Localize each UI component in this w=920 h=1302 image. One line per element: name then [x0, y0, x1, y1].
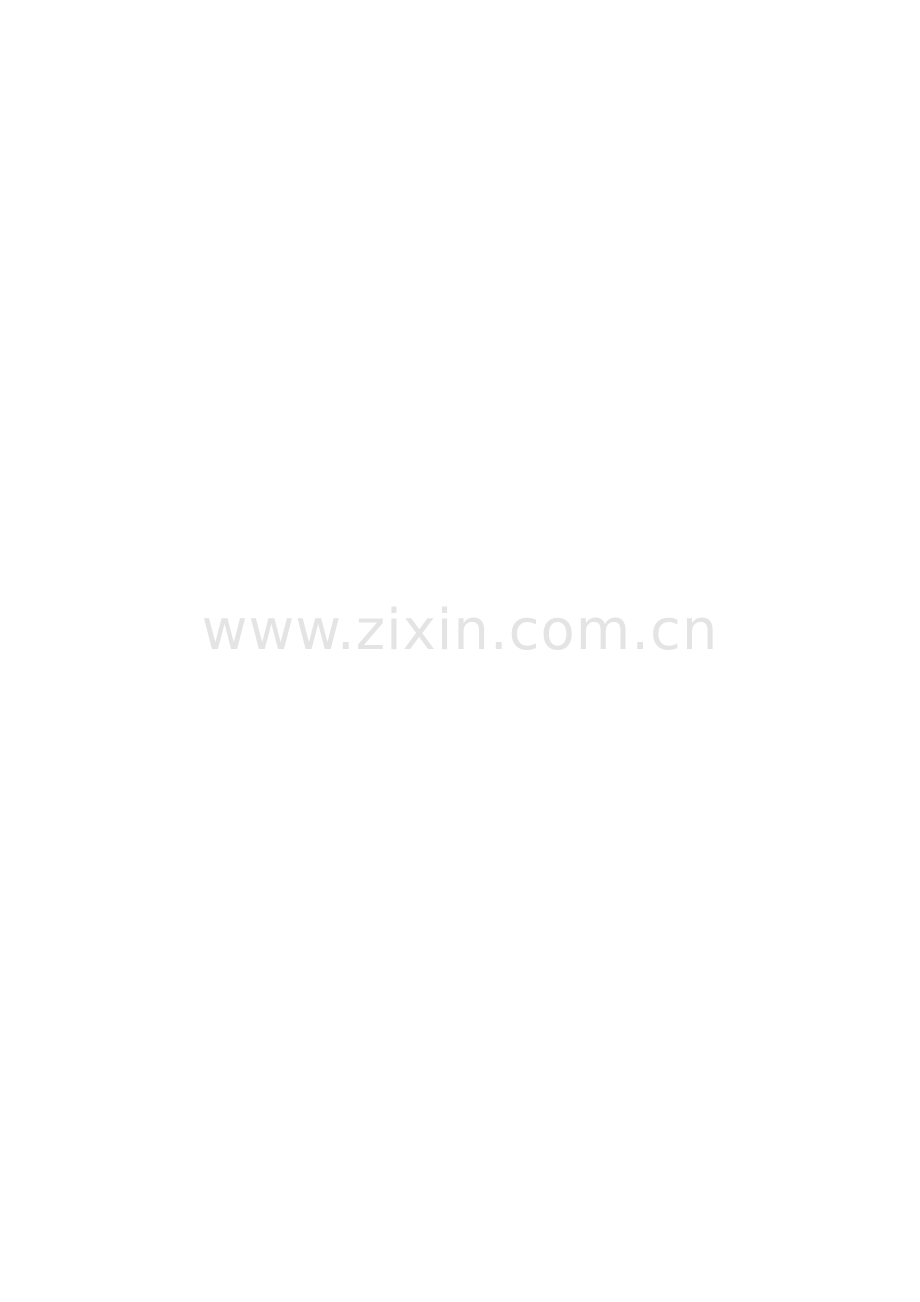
watermark: www.zixin.com.cn — [201, 598, 719, 663]
